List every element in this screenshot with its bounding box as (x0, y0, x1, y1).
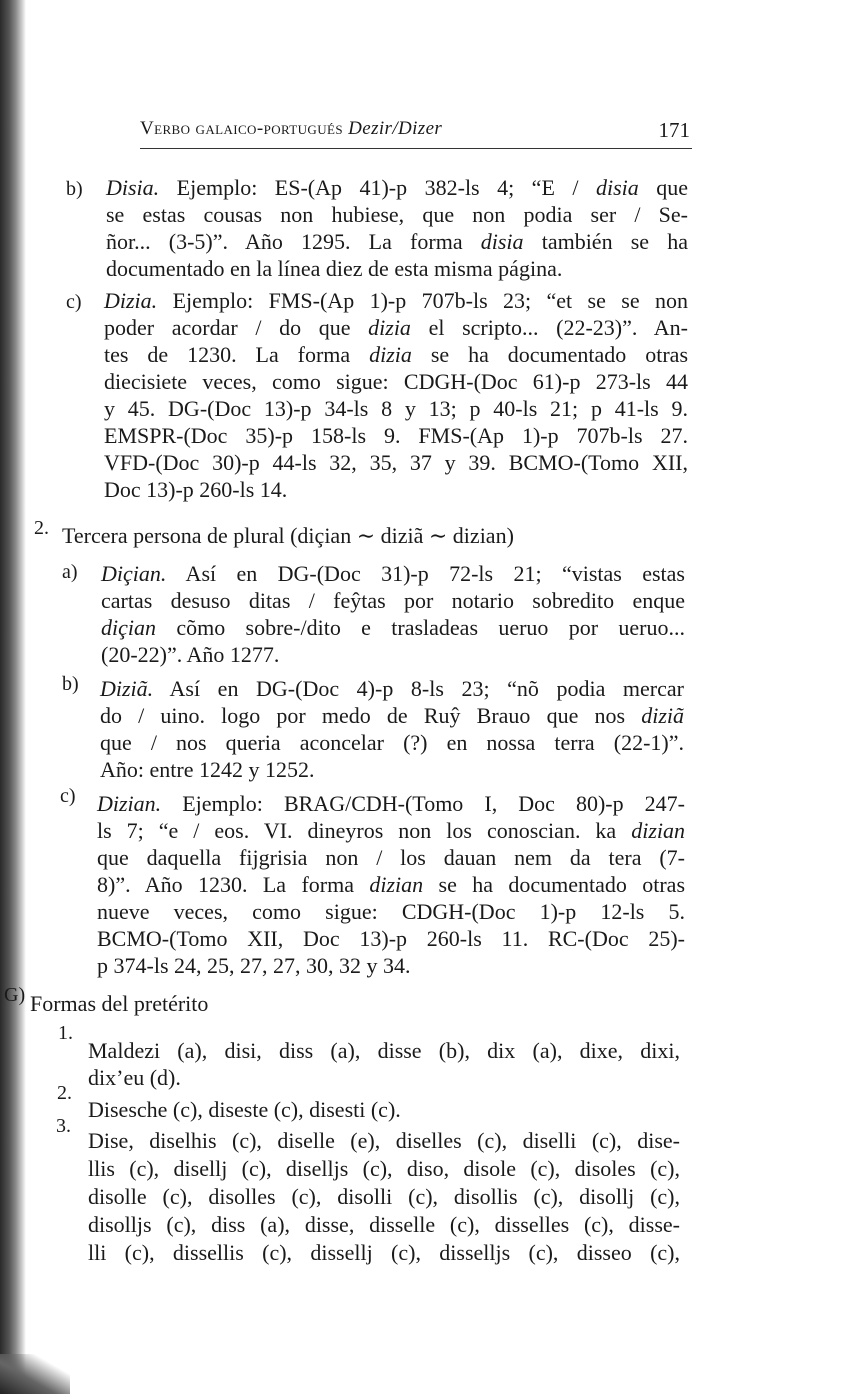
text-line (106, 177, 688, 199)
plain-text: documentado en la línea diez de esta misma página. (106, 256, 563, 281)
plain-text: Ejemplo: ES-(Ap 41)-p 382-ls 4; “E / (159, 175, 596, 200)
text-line (100, 759, 314, 781)
plain-text: Disesche (c), diseste (c), disesti (c). (88, 1097, 401, 1122)
text-line (88, 1158, 680, 1180)
list-marker: 1. (58, 1022, 73, 1044)
text-line (104, 479, 287, 501)
plain-text: poder acordar / do que (104, 315, 369, 340)
italic-word: Disia. (106, 175, 160, 200)
plain-text: EMSPR-(Doc 35)-p 158-ls 9. FMS-(Ap 1)-p 707b-ls 27. (104, 423, 688, 448)
plain-text: cartas desuso ditas / feŷtas por notario sobredito enque (101, 588, 685, 613)
plain-text: VFD-(Doc 30)-p 44-ls 32, 35, 37 y 39. BCMO-(Tomo XII, (104, 450, 688, 475)
list-marker: b) (62, 673, 79, 695)
italic-word: diziã (641, 703, 684, 728)
text-line (104, 425, 688, 447)
running-header (140, 116, 692, 149)
text-line (100, 732, 684, 754)
plain-text: p 374-ls 24, 25, 27, 27, 30, 32 y 34. (97, 953, 411, 978)
text-line (97, 928, 685, 950)
plain-text: (20-22)”. Año 1277. (101, 642, 280, 667)
plain-text: que (638, 175, 688, 200)
plain-text: y 45. DG-(Doc 13)-p 34-ls 8 y 13; p 40-ls 21; p 41-ls 9. (104, 396, 688, 421)
text-line (104, 398, 688, 420)
plain-text: ls 7; “e / eos. VI. dineyros non los conoscian. ka (97, 818, 632, 843)
text-line (100, 678, 684, 700)
plain-text: nueve veces, como sigue: CDGH-(Doc 1)-p 12-ls 5. (97, 899, 685, 924)
section-heading: Tercera persona de plural (diçian ∼ diziã ∼ dizian) (62, 523, 514, 548)
list-marker: c) (66, 291, 82, 313)
italic-word: Dizian. (97, 791, 162, 816)
text-line (97, 793, 685, 815)
list-marker: 2. (34, 517, 49, 539)
plain-text: se ha documentado otras (411, 342, 689, 367)
section-heading: Formas del pretérito (30, 991, 209, 1016)
plain-text: el scripto... (22-23)”. An- (410, 315, 689, 340)
plain-text: disolle (c), disolles (c), disolli (c), disollis (c), disollj (c), (88, 1184, 680, 1209)
text-line (97, 955, 411, 977)
plain-text: Así en DG-(Doc 4)-p 8-ls 23; “nõ podia mercar (153, 676, 684, 701)
plain-text: do / uino. logo por medo de Ruŷ Brauo que nos (100, 703, 642, 728)
text-line (88, 1186, 680, 1208)
text-line (88, 1099, 401, 1121)
plain-text: 8)”. Año 1230. La forma (97, 872, 370, 897)
text-line (88, 1242, 680, 1264)
text-line (106, 204, 688, 226)
italic-word: disia (595, 175, 639, 200)
italic-word: dizian (631, 818, 685, 843)
text-line (101, 563, 685, 585)
plain-text: disolljs (c), diss (a), disse, disselle (c), disselles (c), disse- (88, 1212, 680, 1237)
text-line (97, 874, 685, 896)
plain-text: Maldezi (a), disi, diss (a), disse (b), dix (a), dixe, dixi, (88, 1038, 680, 1063)
plain-text: se ha documentado otras (423, 872, 686, 897)
italic-word: dizia (368, 315, 411, 340)
text-line (101, 644, 279, 666)
text-line (101, 590, 685, 612)
plain-text: dix’eu (d). (88, 1065, 181, 1090)
plain-text: Año: entre 1242 y 1252. (100, 757, 315, 782)
plain-text: llis (c), disellj (c), diselljs (c), diso, disole (c), disoles (c), (88, 1156, 680, 1181)
plain-text: BCMO-(Tomo XII, Doc 13)-p 260-ls 11. RC-(Doc 25)- (97, 926, 685, 951)
italic-word: diçian (101, 615, 156, 640)
italic-word: disia (480, 229, 524, 254)
text-line (88, 1214, 680, 1236)
list-marker: b) (66, 178, 83, 200)
italic-word: Dizia. (104, 288, 158, 313)
plain-text: cõmo sobre-/dito e trasladeas ueruo por ueruo... (156, 615, 685, 640)
page-curl-shadow (0, 1354, 70, 1394)
text-line (104, 317, 688, 339)
plain-text: también se ha (523, 229, 688, 254)
plain-text: se estas cousas non hubiese, que non podia ser / Se- (106, 202, 688, 227)
plain-text: Doc 13)-p 260-ls 14. (104, 477, 288, 502)
text-line (97, 901, 685, 923)
text-line (106, 231, 688, 253)
list-marker: G) (4, 984, 26, 1006)
plain-text: que daquella fijgrisia non / los dauan nem da tera (7- (97, 845, 685, 870)
text-line (100, 705, 684, 727)
list-marker: a) (62, 561, 78, 583)
italic-word: Diziã. (100, 676, 154, 701)
plain-text: Dise, diselhis (c), diselle (e), diselles (c), diselli (c), dise- (88, 1128, 680, 1153)
list-marker: c) (60, 785, 76, 807)
plain-text: que / nos queria aconcelar (?) en nossa terra (22-1)”. (100, 730, 684, 755)
text-line (88, 1130, 680, 1152)
book-spine-shadow (0, 0, 26, 1394)
list-marker: 3. (56, 1115, 71, 1137)
text-line (97, 820, 685, 842)
plain-text: Así en DG-(Doc 31)-p 72-ls 21; “vistas estas (166, 561, 685, 586)
text-line (101, 617, 685, 639)
text-line (104, 290, 688, 312)
italic-word: dizian (369, 872, 424, 897)
plain-text: ñor... (3-5)”. Año 1295. La forma (106, 229, 481, 254)
text-line (104, 452, 688, 474)
text-line (104, 344, 688, 366)
plain-text: tes de 1230. La forma (104, 342, 370, 367)
plain-text: lli (c), dissellis (c), dissellj (c), disselljs (c), disseo (c), (88, 1240, 680, 1265)
text-line (97, 847, 685, 869)
text-line (88, 1040, 680, 1062)
italic-word: dizia (369, 342, 412, 367)
plain-text: Ejemplo: FMS-(Ap 1)-p 707b-ls 23; “et se se non (157, 288, 688, 313)
text-line (106, 258, 562, 280)
italic-word: Diçian. (101, 561, 167, 586)
plain-text: Ejemplo: BRAG/CDH-(Tomo I, Doc 80)-p 247- (161, 791, 685, 816)
text-line (88, 1067, 181, 1089)
running-title: Verbo galaico-portugués Dezir/Dizer (140, 118, 443, 139)
list-marker: 2. (57, 1082, 72, 1104)
plain-text: diecisiete veces, como sigue: CDGH-(Doc 61)-p 273-ls 44 (104, 369, 688, 394)
text-line (104, 371, 688, 393)
page-number: 171 (658, 118, 690, 142)
